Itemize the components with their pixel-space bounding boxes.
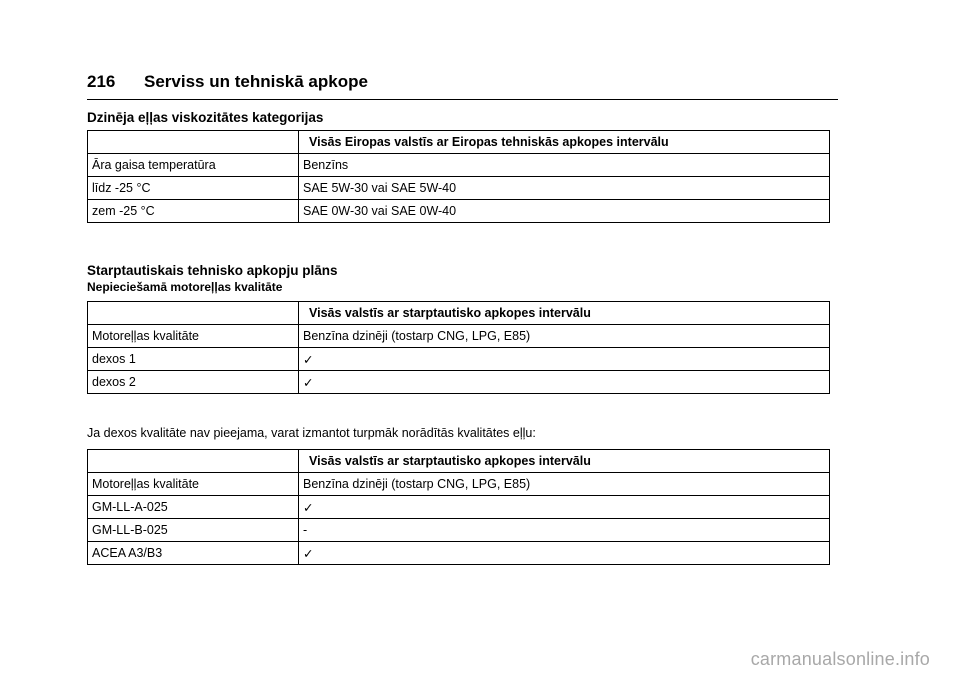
table-cell: GM-LL-B-025 bbox=[88, 519, 299, 542]
table-cell: ACEA A3/B3 bbox=[88, 542, 299, 565]
viscosity-section-title: Dzinēja eļļas viskozitātes kategorijas bbox=[87, 110, 324, 125]
table-header-cell bbox=[88, 450, 299, 473]
alternative-quality-table bbox=[87, 449, 830, 565]
table-header-cell: Visās valstīs ar starptautisko apkopes intervālu bbox=[299, 450, 830, 473]
check-mark-icon: ✓ bbox=[299, 542, 830, 565]
table-cell: dexos 1 bbox=[88, 348, 299, 371]
table-cell: Motoreļļas kvalitāte bbox=[88, 325, 299, 348]
table-cell: Benzīns bbox=[299, 154, 830, 177]
chapter-title: Serviss un tehniskā apkope bbox=[144, 72, 368, 91]
table-header-row bbox=[88, 450, 830, 473]
table-row bbox=[88, 496, 830, 519]
table-row bbox=[88, 154, 830, 177]
table-cell: dexos 2 bbox=[88, 371, 299, 394]
table-header-cell bbox=[88, 131, 299, 154]
table-cell: SAE 5W-30 vai SAE 5W-40 bbox=[299, 177, 830, 200]
table-header-cell: Visās Eiropas valstīs ar Eiropas tehniskās apkopes intervālu bbox=[299, 131, 830, 154]
table-cell: SAE 0W-30 vai SAE 0W-40 bbox=[299, 200, 830, 223]
table-cell: Motoreļļas kvalitāte bbox=[88, 473, 299, 496]
table-row bbox=[88, 200, 830, 223]
dexos-quality-table bbox=[87, 301, 830, 394]
table-header-row bbox=[88, 131, 830, 154]
table-row bbox=[88, 371, 830, 394]
check-mark-icon: ✓ bbox=[299, 348, 830, 371]
international-section-title: Starptautiskais tehnisko apkopju plāns bbox=[87, 263, 338, 278]
international-subtitle: Nepieciešamā motoreļļas kvalitāte bbox=[87, 280, 283, 294]
table-header-cell: Visās valstīs ar starptautisko apkopes intervālu bbox=[299, 302, 830, 325]
table-row bbox=[88, 177, 830, 200]
page-number: 216 bbox=[87, 72, 116, 91]
check-mark-icon: ✓ bbox=[299, 496, 830, 519]
table-row bbox=[88, 542, 830, 565]
table-cell: Benzīna dzinēji (tostarp CNG, LPG, E85) bbox=[299, 325, 830, 348]
table-cell: GM-LL-A-025 bbox=[88, 496, 299, 519]
viscosity-table bbox=[87, 130, 830, 223]
watermark: carmanualsonline.info bbox=[750, 649, 930, 669]
table-cell: - bbox=[299, 519, 830, 542]
page-header bbox=[87, 68, 838, 100]
table-cell: Āra gaisa temperatūra bbox=[88, 154, 299, 177]
table-row bbox=[88, 519, 830, 542]
table-row bbox=[88, 325, 830, 348]
table-row bbox=[88, 473, 830, 496]
table-cell: Benzīna dzinēji (tostarp CNG, LPG, E85) bbox=[299, 473, 830, 496]
table-header-cell bbox=[88, 302, 299, 325]
table-cell: līdz -25 °C bbox=[88, 177, 299, 200]
check-mark-icon: ✓ bbox=[299, 371, 830, 394]
table-header-row bbox=[88, 302, 830, 325]
table-cell: zem -25 °C bbox=[88, 200, 299, 223]
table-row bbox=[88, 348, 830, 371]
alternative-note: Ja dexos kvalitāte nav pieejama, varat izmantot turpmāk norādītās kvalitātes eļļu: bbox=[87, 426, 536, 440]
